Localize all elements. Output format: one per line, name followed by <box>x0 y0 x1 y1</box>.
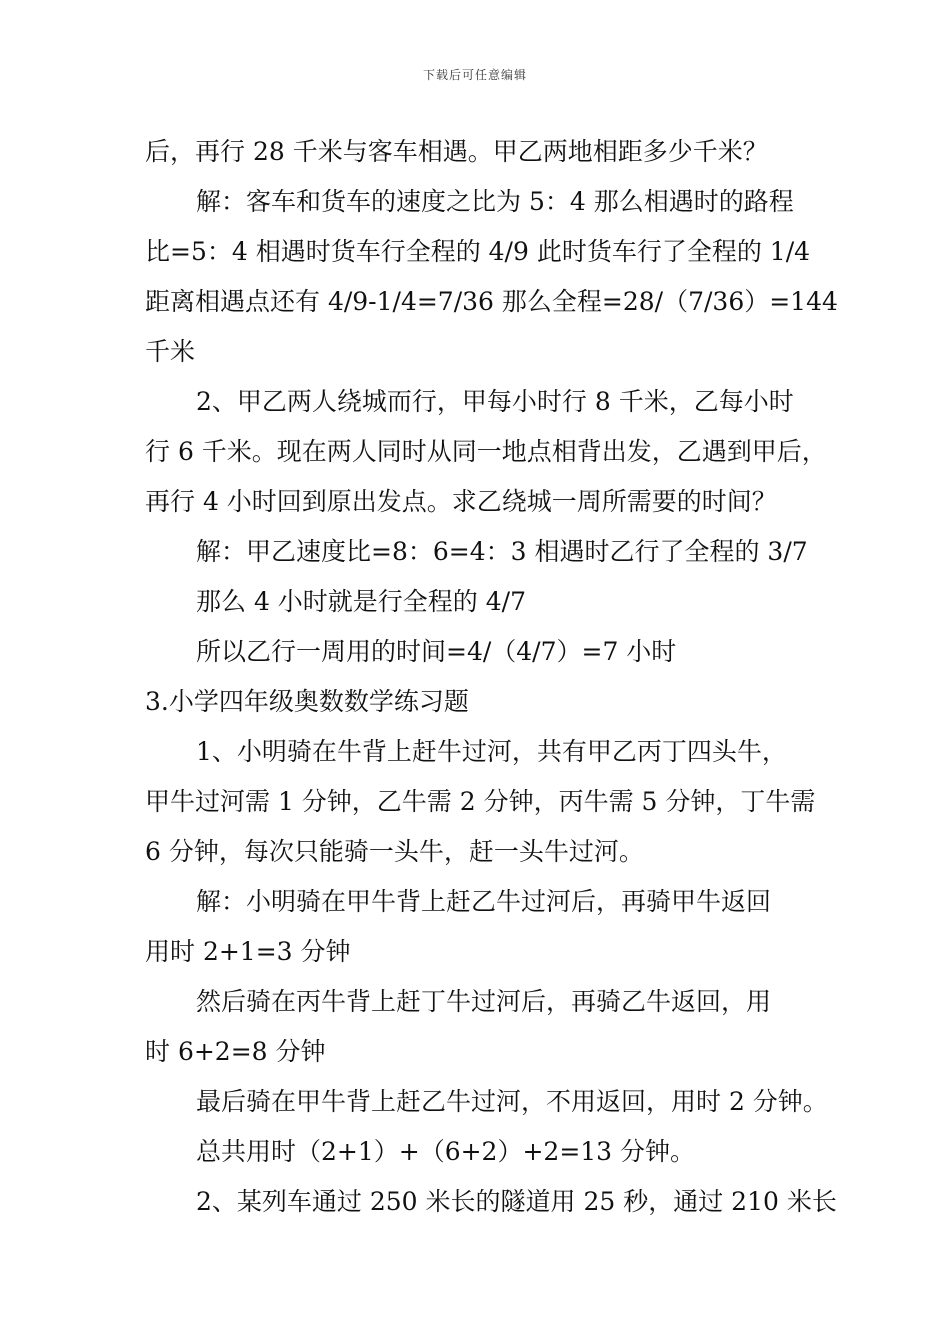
section-heading: 3.小学四年级奥数数学练习题 <box>145 687 469 716</box>
text-line: 再行 4 小时回到原出发点。求乙绕城一周所需要的时间？ <box>145 487 777 516</box>
text-line: 6 分钟，每次只能骑一头牛，赶一头牛过河。 <box>145 837 644 866</box>
text-line: 千米 <box>145 337 196 366</box>
text-line: 距离相遇点还有 4/9-1/4=7/36 那么全程=28/（7/36）=144 <box>145 287 838 316</box>
document-body <box>145 127 838 1227</box>
text-line: 然后骑在丙牛背上赶丁牛过河后，再骑乙牛返回，用 <box>196 987 772 1016</box>
text-line: 用时 2+1=3 分钟 <box>145 937 351 966</box>
text-line: 2、甲乙两人绕城而行，甲每小时行 8 千米，乙每小时 <box>196 387 794 416</box>
text-line: 甲牛过河需 1 分钟，乙牛需 2 分钟，丙牛需 5 分钟，丁牛需 <box>145 787 816 816</box>
text-line: 后，再行 28 千米与客车相遇。甲乙两地相距多少千米？ <box>145 137 768 166</box>
text-line: 解：客车和货车的速度之比为 5：4 那么相遇时的路程 <box>196 187 794 216</box>
text-line: 最后骑在甲牛背上赶乙牛过河，不用返回，用时 2 分钟。 <box>196 1087 828 1116</box>
text-line: 所以乙行一周用的时间=4/（4/7）=7 小时 <box>196 637 677 666</box>
text-line: 1、小明骑在牛背上赶牛过河，共有甲乙丙丁四头牛， <box>196 737 787 766</box>
text-line: 解：小明骑在甲牛背上赶乙牛过河后，再骑甲牛返回 <box>196 887 772 916</box>
page-header: 下载后可任意编辑 <box>422 68 527 82</box>
text-line: 时 6+2=8 分钟 <box>145 1037 326 1066</box>
text-line: 总共用时（2+1）+（6+2）+2=13 分钟。 <box>196 1137 696 1166</box>
text-line: 2、某列车通过 250 米长的隧道用 25 秒，通过 210 米长 <box>196 1187 837 1216</box>
text-line: 那么 4 小时就是行全程的 4/7 <box>196 587 526 616</box>
text-line: 解：甲乙速度比=8：6=4：3 相遇时乙行了全程的 3/7 <box>196 537 808 566</box>
text-line: 行 6 千米。现在两人同时从同一地点相背出发，乙遇到甲后， <box>145 437 827 466</box>
text-line: 比=5：4 相遇时货车行全程的 4/9 此时货车行了全程的 1/4 <box>145 237 811 266</box>
